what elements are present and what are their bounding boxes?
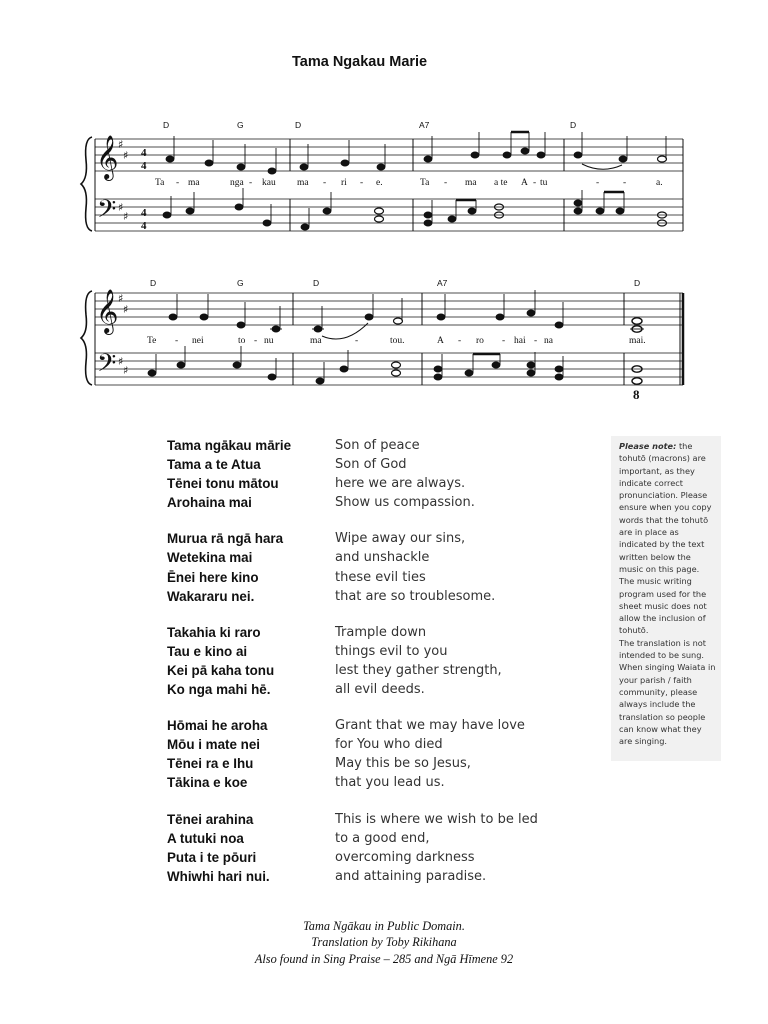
svg-text:♯: ♯	[118, 292, 124, 305]
svg-text:hai: hai	[514, 336, 526, 346]
verse-line: Hōmai he aroha Grant that we may have love	[167, 718, 525, 734]
stanza-1	[167, 436, 607, 512]
svg-text:♯: ♯	[123, 364, 129, 377]
chord-label: G	[237, 120, 244, 130]
treble-clef-icon: 𝄞	[96, 289, 119, 333]
stanza-2	[167, 529, 607, 605]
chord-label: D	[634, 278, 641, 288]
svg-text:-: -	[444, 178, 448, 188]
svg-text:mai.: mai.	[629, 336, 646, 346]
svg-text:-: -	[175, 336, 179, 346]
svg-text:Ta: Ta	[420, 178, 430, 188]
verse-line: Tau e kino ai things evil to you	[167, 643, 448, 659]
svg-text:a te: a te	[494, 178, 508, 188]
verse-line: Wakararu nei. that are so troublesome.	[167, 588, 496, 604]
verse-line: Wetekina mai and unshackle	[167, 550, 430, 566]
chord-label: G	[237, 278, 244, 288]
verse-line: Tama a te Atua Son of God	[167, 457, 407, 473]
chord-label: D	[313, 278, 320, 288]
svg-text:na: na	[544, 336, 553, 346]
svg-text:tu: tu	[540, 178, 548, 188]
svg-text:e.: e.	[376, 178, 383, 188]
svg-text:A: A	[521, 178, 528, 188]
stanza-4	[167, 716, 607, 792]
svg-text:-: -	[323, 178, 327, 188]
note-box	[611, 436, 721, 761]
verse-line: Arohaina mai Show us compassion.	[167, 495, 475, 511]
chord-label: A7	[437, 278, 448, 288]
svg-text:nu: nu	[264, 336, 274, 346]
verse-line: Tēnei arahina This is where we wish to be led	[167, 811, 538, 827]
svg-text:ma: ma	[188, 178, 200, 188]
chord-label: A7	[419, 120, 430, 130]
svg-text:-: -	[623, 178, 627, 188]
svg-text:ri: ri	[341, 178, 347, 188]
verse-line: A tutuki noa to a good end,	[167, 830, 430, 846]
svg-text:ma: ma	[465, 178, 477, 188]
notes-1-bass	[163, 188, 667, 230]
verse-line: Takahia ki raro Trample down	[167, 624, 427, 640]
svg-text:a.: a.	[656, 178, 663, 188]
svg-text:♯: ♯	[118, 201, 124, 214]
svg-text:ro: ro	[476, 336, 484, 346]
notes-2-bass	[148, 346, 642, 384]
svg-text:-: -	[249, 178, 253, 188]
svg-text:-: -	[502, 336, 506, 346]
svg-text:A: A	[437, 336, 444, 346]
notes-2-treble	[169, 290, 644, 339]
clefs-1	[96, 135, 147, 232]
credits	[0, 918, 768, 967]
verse-line: Murua rā ngā hara Wipe away our sins,	[167, 531, 466, 547]
lyrics-1	[155, 178, 663, 188]
verse-line: Tēnei ra e Ihu May this be so Jesus,	[167, 756, 471, 772]
stanza-3	[167, 623, 607, 699]
svg-text:to: to	[238, 336, 246, 346]
system-2	[81, 291, 683, 385]
note-body-2: The translation is not intended to be sung. When singing Waiata in your parish / faith community, please always include the translation so people can know what they are singing.	[619, 637, 716, 747]
svg-text:-: -	[596, 178, 600, 188]
svg-text:-: -	[534, 336, 538, 346]
svg-text:kau: kau	[262, 178, 276, 188]
bass-clef-icon: 𝄢	[97, 349, 117, 384]
verse-line: Tēnei tonu mātou here we are always.	[167, 476, 466, 492]
svg-text:♯: ♯	[118, 138, 124, 151]
note-heading: Please note:	[619, 441, 677, 451]
svg-text:♯: ♯	[123, 303, 129, 316]
stanza-5	[167, 810, 607, 886]
credit-line: Translation by Toby Rikihana	[311, 935, 457, 950]
svg-text:-: -	[355, 336, 359, 346]
svg-text:Te: Te	[147, 336, 157, 346]
chord-label: D	[295, 120, 302, 130]
svg-text:nga: nga	[230, 178, 244, 188]
verse-line: Ko nga mahi hē. all evil deeds.	[167, 682, 425, 698]
svg-text:ma: ma	[297, 178, 309, 188]
chords-1	[163, 120, 576, 130]
chord-label: D	[150, 278, 157, 288]
svg-text:♯: ♯	[118, 355, 124, 368]
time-sig-top: 4	[141, 147, 147, 159]
bass-clef-icon: 𝄢	[97, 195, 117, 230]
svg-text:nei: nei	[192, 336, 204, 346]
verse-line: Whiwhi hari nui. and attaining paradise.	[167, 868, 487, 884]
time-sig-bottom: 4	[141, 160, 147, 172]
credit-line: Tama Ngākau in Public Domain.	[303, 919, 465, 933]
lyrics-2	[147, 336, 646, 346]
verse-line: Kei pā kaha tonu lest they gather strength,	[167, 662, 502, 678]
time-sig-bottom-bass: 4	[141, 220, 147, 232]
note-body: the tohutō (macrons) are important, as they indicate correct pronunciation. Please ensure when you copy words that the tohutō are in place as indicated by the text written below the music on this page. The music writing program used for the sheet music does not allow the inclusion of tohutō.	[619, 441, 712, 636]
credit-line: Also found in Sing Praise – 285 and Ngā Hīmene 92	[254, 951, 514, 966]
chords-2	[150, 278, 640, 288]
svg-text:ma: ma	[310, 336, 322, 346]
svg-text:-: -	[176, 178, 180, 188]
verse-line: Mōu i mate nei for You who died	[167, 737, 443, 753]
verses	[167, 436, 607, 903]
svg-text:-: -	[533, 178, 537, 188]
verse-line: Tākina e koe that you lead us.	[167, 775, 445, 791]
notes-1-treble	[166, 132, 667, 174]
svg-text:-: -	[458, 336, 462, 346]
time-sig-top-bass: 4	[141, 207, 147, 219]
svg-text:Ta: Ta	[155, 178, 165, 188]
svg-text:-: -	[254, 336, 258, 346]
clefs-2	[96, 289, 128, 384]
svg-text:♯: ♯	[123, 149, 129, 162]
song-title: Tama Ngakau Marie	[292, 54, 428, 70]
svg-text:-: -	[360, 178, 364, 188]
svg-text:♯: ♯	[123, 210, 129, 223]
sheet-music	[0, 0, 768, 410]
ottava-mark: 8	[633, 387, 640, 402]
chord-label: D	[570, 120, 577, 130]
verse-line: Ēnei here kino these evil ties	[167, 569, 426, 585]
verse-line: Puta i te pōuri overcoming darkness	[167, 849, 475, 865]
chord-label: D	[163, 120, 170, 130]
treble-clef-icon: 𝄞	[96, 135, 119, 179]
verse-line: Tama ngākau mārie Son of peace	[167, 438, 420, 453]
svg-text:tou.: tou.	[390, 336, 405, 346]
